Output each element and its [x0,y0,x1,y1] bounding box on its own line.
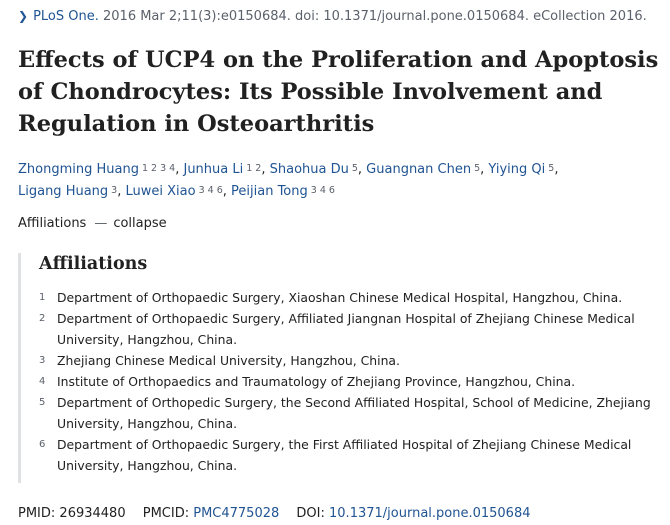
author-affiliation-refs[interactable]: 3 4 6 [198,185,223,196]
authors-list: Zhongming Huang $^{1 2 3 4}$, Junhua Li $^{1 2}$, Shaohua Du $^5$, Guangnan Chen $^5$, Yiying Qi $^5$, Ligang Huang $^3$, Luwei Xiao $^{3 4 6}$, Peijian Tong $^{3 4 6}$ [18,162,559,199]
author-link[interactable]: Luwei Xiao [125,184,196,199]
pmcid-link[interactable]: PMC4775028 [193,506,280,521]
citation-line [18,9,647,24]
doi-label: DOI: [296,506,325,521]
affiliation-number: 4 [39,376,46,387]
author-affiliation-refs[interactable]: 3 [111,185,118,196]
affiliation-text: Department of Orthopaedic Surgery, the First Affiliated Hospital of Zhejiang Chinese Medical University, Hangzhou, China. [57,437,632,473]
author-affiliation-refs[interactable]: 1 2 [246,163,262,174]
author-link[interactable]: Ligang Huang [18,184,109,199]
collapse-button[interactable]: collapse [113,216,167,231]
pmid-value: 26934480 [59,506,126,521]
affiliation-number: 2 [39,313,46,324]
author-affiliation-refs[interactable]: 5 [351,163,358,174]
affiliation-item [39,371,670,392]
dash-icon: — [94,216,108,231]
affiliation-text: Department of Orthopedic Surgery, the Second Affiliated Hospital, School of Medicine, Zhejiang University, Hangzhou, China. [57,395,651,431]
affiliation-text: Institute of Orthopaedics and Traumatology of Zhejiang Province, Hangzhou, China. [57,374,576,389]
affiliation-item [39,392,670,434]
author-affiliation-refs[interactable]: 1 2 3 4 [141,163,176,174]
affiliation-item [39,350,670,371]
affiliation-number: 1 [39,292,46,303]
affiliations-toggle[interactable] [18,216,167,231]
affiliation-item [39,308,670,350]
author-affiliation-refs[interactable]: 3 4 6 [310,185,335,196]
author-link[interactable]: Peijian Tong [231,184,308,199]
affiliation-number: 5 [39,397,46,408]
chevron-right-icon[interactable]: ❯ [18,9,29,23]
affiliations-list [39,287,670,476]
affiliation-number: 6 [39,439,46,450]
affiliations-panel [18,253,670,483]
author-link[interactable]: Yiying Qi [488,162,546,177]
citation-details: 2016 Mar 2;11(3):e0150684. doi: 10.1371/journal.pone.0150684. eCollection 2016. [103,9,647,24]
affiliation-text: Department of Orthopaedic Surgery, Xiaoshan Chinese Medical Hospital, Hangzhou, China. [57,290,623,305]
author-link[interactable]: Guangnan Chen [366,162,472,177]
article-identifiers [18,506,531,521]
affiliations-heading: Affiliations [39,254,148,274]
affiliation-item [39,434,670,476]
affiliation-text: Zhejiang Chinese Medical University, Hangzhou, China. [57,353,400,368]
pmid-label: PMID: [18,506,56,521]
affiliation-text: Department of Orthopaedic Surgery, Affiliated Jiangnan Hospital of Zhejiang Chinese Medical University, Hangzhou, China. [57,311,635,347]
article-title: Effects of UCP4 on the Proliferation and Apoptosis of Chondrocytes: Its Possible Involvement and Regulation in Osteoarthritis [18,47,659,137]
pmcid-label: PMCID: [142,506,190,521]
affiliations-toggle-label: Affiliations [18,216,87,231]
affiliation-number: 3 [39,355,46,366]
affiliation-item [39,287,670,308]
author-affiliation-refs[interactable]: 5 [474,163,481,174]
author-link[interactable]: Zhongming Huang [18,162,139,177]
doi-link[interactable]: 10.1371/journal.pone.0150684 [329,506,531,521]
journal-link[interactable]: PLoS One. [33,9,99,24]
author-link[interactable]: Junhua Li [183,162,244,177]
author-link[interactable]: Shaohua Du [269,162,349,177]
author-affiliation-refs[interactable]: 5 [548,163,555,174]
